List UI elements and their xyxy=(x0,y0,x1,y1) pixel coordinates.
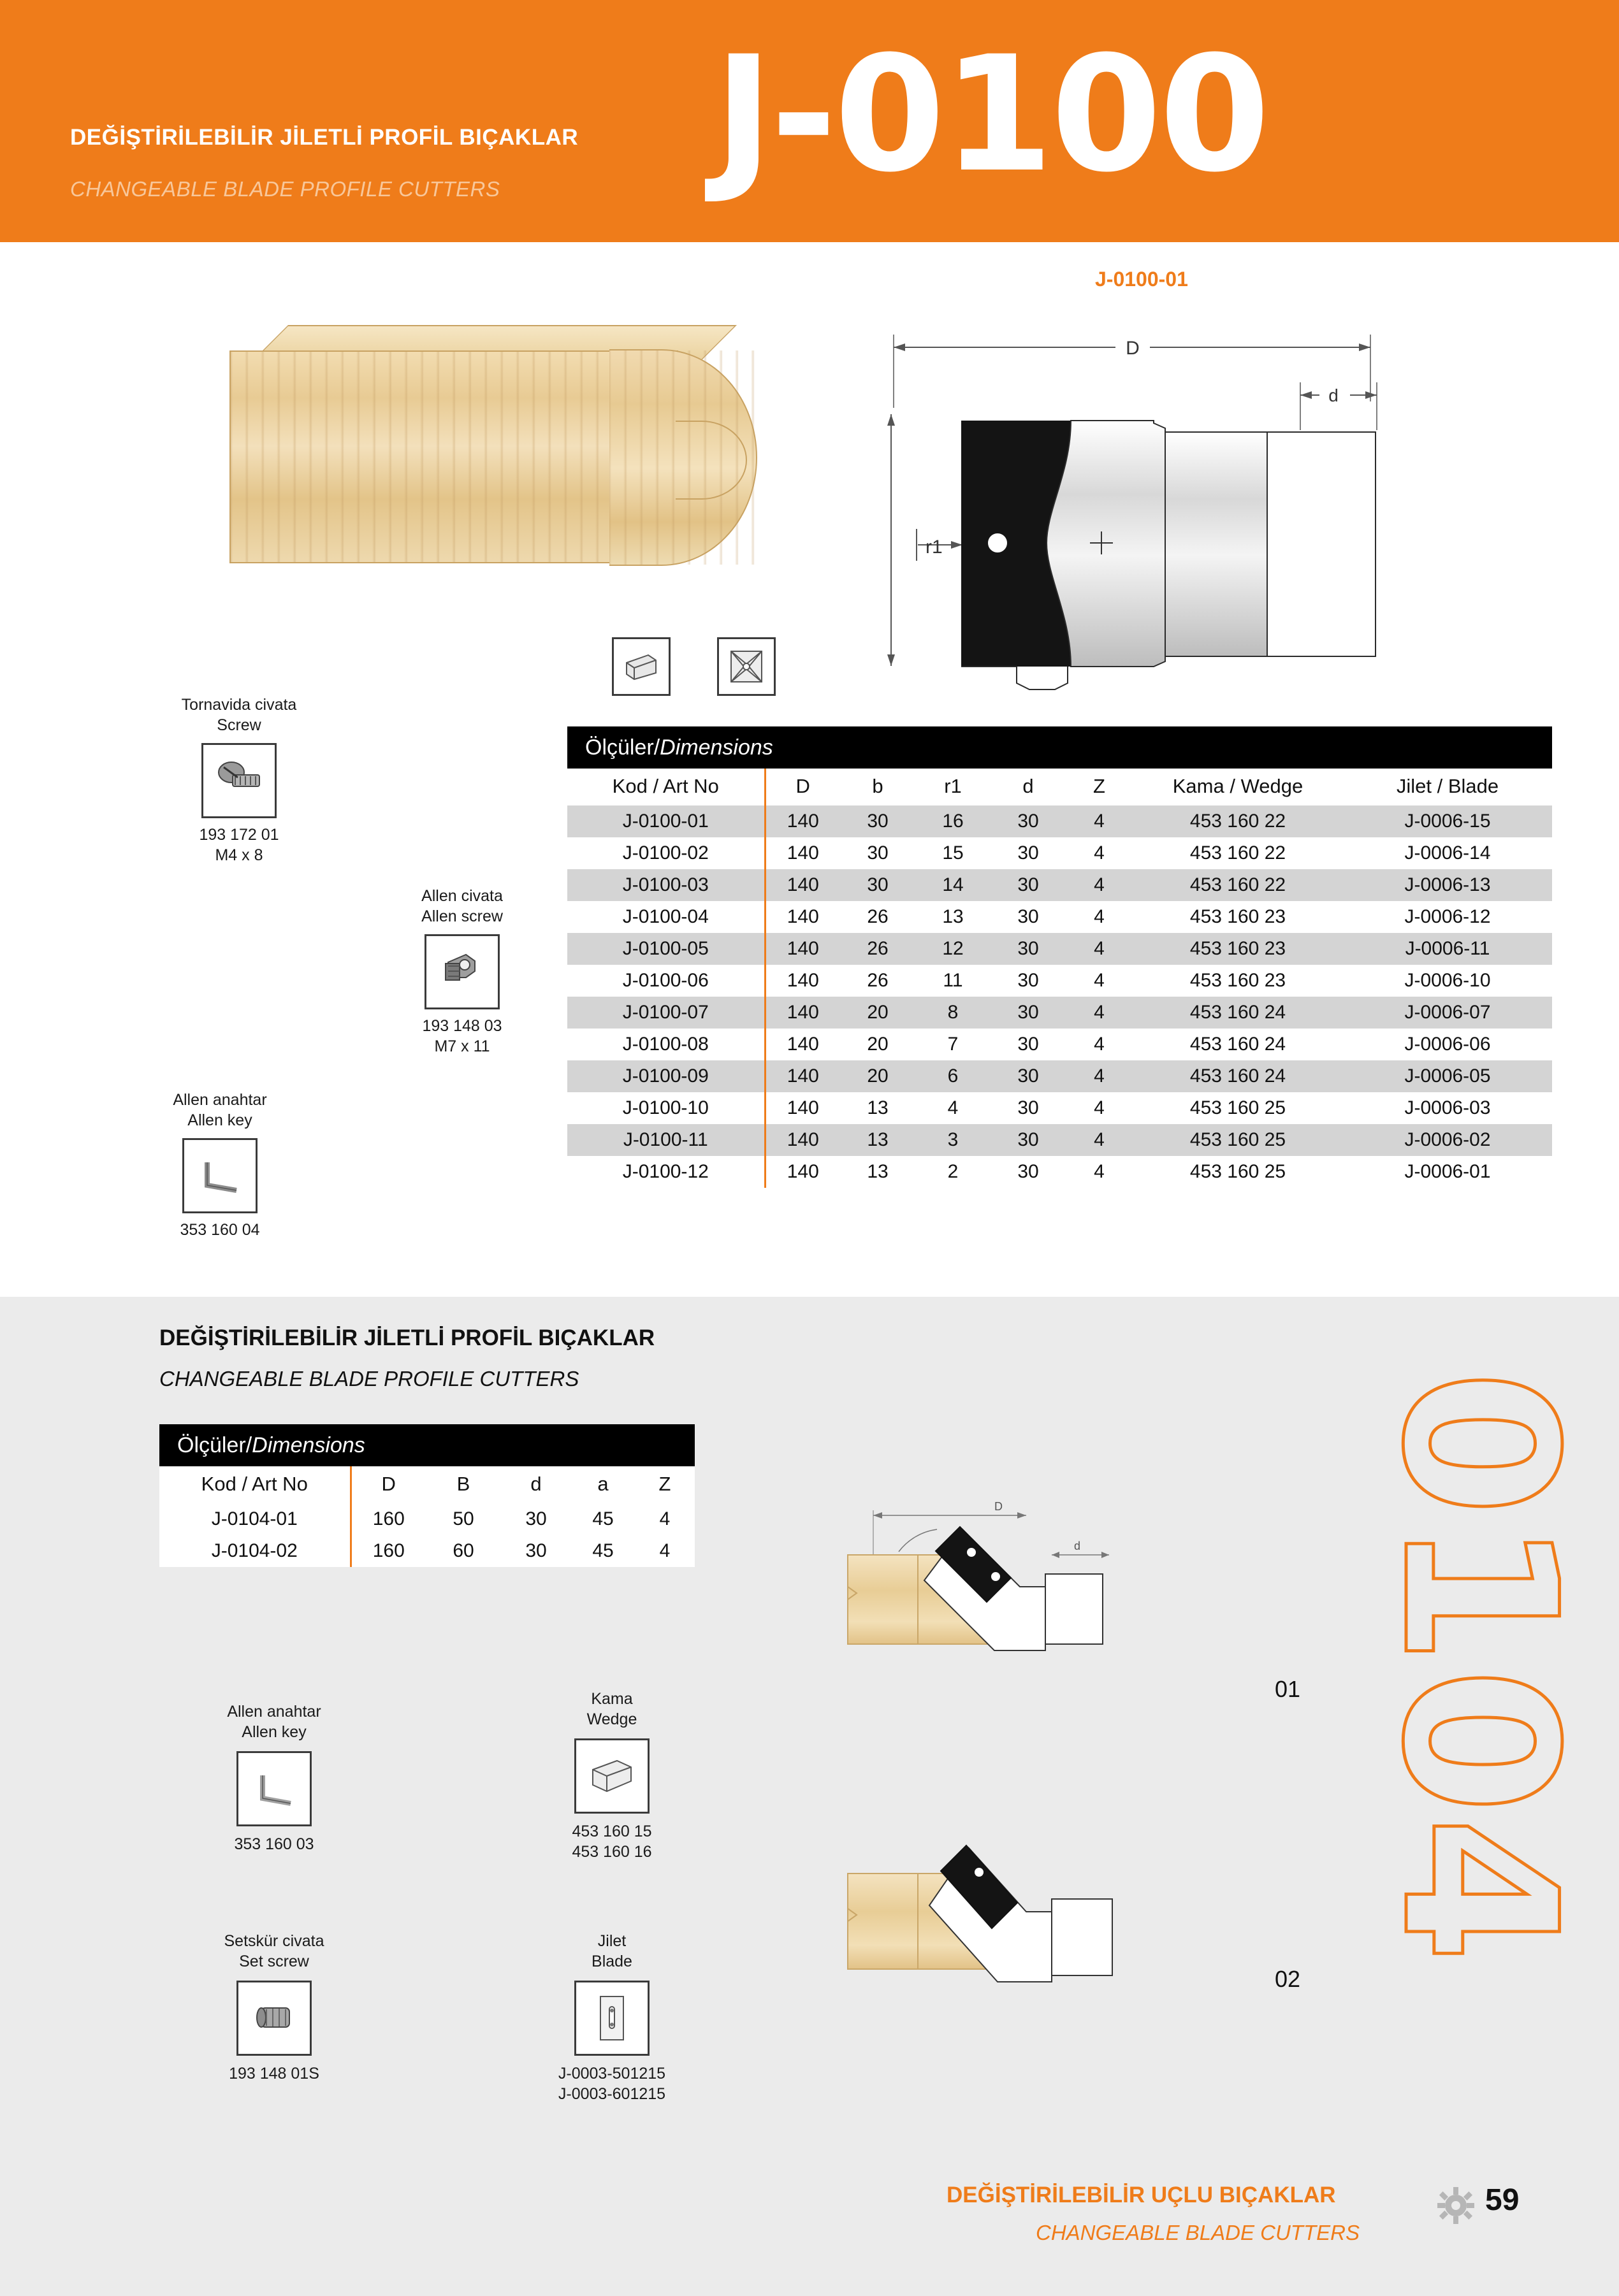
cell-D: 140 xyxy=(787,842,819,863)
cell-blade: J-0006-15 xyxy=(1343,805,1552,837)
cell-artno: J-0100-10 xyxy=(567,1092,765,1124)
cell-b: 30 xyxy=(840,869,915,901)
cell-d: 30 xyxy=(991,933,1066,965)
part-wedge xyxy=(529,1689,695,1862)
cell-wedge: 453 160 22 xyxy=(1133,869,1343,901)
cell-d: 30 xyxy=(991,1060,1066,1092)
col2-B: B xyxy=(456,1473,470,1495)
wedge-icon-box-2 xyxy=(574,1738,650,1814)
header-subcode: J-0100-01 xyxy=(1095,268,1188,291)
table-header-row xyxy=(159,1466,695,1503)
svg-text:D: D xyxy=(1126,338,1140,359)
cell-artno: J-0100-12 xyxy=(567,1156,765,1188)
cell-b: 20 xyxy=(840,1060,915,1092)
header-title-tr: DEĞİŞTİRİLEBİLİR JİLETLİ PROFİL BIÇAKLAR xyxy=(70,125,579,150)
cell-artno: J-0100-11 xyxy=(567,1124,765,1156)
allen-key-icon xyxy=(249,1766,300,1811)
cell-b: 26 xyxy=(867,906,889,927)
col-b: b xyxy=(872,775,883,797)
cell-blade: J-0006-11 xyxy=(1343,933,1552,965)
allen-key-icon xyxy=(194,1153,245,1198)
part2-blade-code-2: J-0003-601215 xyxy=(558,2085,666,2103)
section-divider xyxy=(0,1287,1619,1296)
header-product-code: J-0100 xyxy=(714,22,1268,207)
cell-b: 30 xyxy=(840,805,915,837)
caption2-sep: / xyxy=(245,1433,252,1457)
cutterhead-icon xyxy=(727,647,766,686)
cell-b: 26 xyxy=(840,933,915,965)
section2-big-code: 0104 xyxy=(1356,1370,1601,1966)
cell-r1: 14 xyxy=(915,869,991,901)
part2-set-screw-label-tr: Setskür civata xyxy=(224,1932,324,1950)
cell-r1: 3 xyxy=(915,1124,991,1156)
cell-r1: 15 xyxy=(942,842,964,863)
page-number: 59 xyxy=(1485,2183,1520,2217)
cell-d: 30 xyxy=(1017,970,1039,991)
cell-artno: J-0100-09 xyxy=(567,1060,765,1092)
cell-d: 30 xyxy=(525,1508,547,1529)
allen-screw-icon-box xyxy=(425,934,500,1009)
table-row xyxy=(567,1092,1552,1124)
drawing-variant-01 xyxy=(835,1491,1307,1733)
part-allen-screw-code: 193 148 03 xyxy=(422,1017,502,1035)
table-row xyxy=(567,1029,1552,1060)
table-row xyxy=(159,1535,695,1567)
col-wedge: Kama / Wedge xyxy=(1172,775,1303,797)
table-header-row xyxy=(567,769,1552,805)
cell-d: 30 xyxy=(991,1124,1066,1156)
wood-profile-illustration xyxy=(229,325,733,574)
cutter-technical-drawing xyxy=(880,319,1555,714)
cell-blade: J-0006-12 xyxy=(1404,906,1491,927)
cell-Z: 4 xyxy=(659,1508,671,1529)
footer-title-en: CHANGEABLE BLADE CUTTERS xyxy=(1036,2221,1360,2244)
part2-blade-code-1: J-0003-501215 xyxy=(558,2065,666,2083)
gear-icon-svg xyxy=(1437,2187,1474,2224)
cell-D: 160 xyxy=(372,1540,405,1561)
cell-D: 140 xyxy=(765,1060,840,1092)
caption-sep: / xyxy=(653,735,660,760)
cell-blade: J-0006-02 xyxy=(1343,1124,1552,1156)
svg-text:r1: r1 xyxy=(926,537,943,558)
part2-blade-label-tr: Jilet xyxy=(597,1932,627,1950)
variant-01-text: 01 xyxy=(1275,1676,1301,1702)
blade-icon-box xyxy=(574,1981,650,2056)
cell-wedge: 453 160 25 xyxy=(1189,1161,1286,1182)
part-allen-screw-label-tr: Allen civata xyxy=(421,887,503,905)
dimensions-table-2-caption xyxy=(159,1424,695,1466)
cell-d: 30 xyxy=(1017,1161,1039,1182)
cell-r1: 13 xyxy=(942,906,964,927)
table-row xyxy=(567,837,1552,869)
col-r1: r1 xyxy=(944,775,962,797)
cell-d: 30 xyxy=(991,997,1066,1029)
col2-artno: Kod / Art No xyxy=(159,1466,351,1503)
cell-b: 20 xyxy=(867,1034,889,1055)
col2-D: D xyxy=(381,1473,396,1495)
part-screw-code: 193 172 01 xyxy=(199,826,279,844)
cell-blade: J-0006-10 xyxy=(1404,970,1491,991)
cell-artno: J-0104-01 xyxy=(159,1503,351,1535)
screw-icon-box xyxy=(201,743,277,818)
wedge-icon-box xyxy=(612,637,671,696)
cell-D: 140 xyxy=(765,869,840,901)
cell-artno: J-0104-02 xyxy=(159,1535,351,1567)
cell-Z: 4 xyxy=(659,1540,671,1561)
col-artno: Kod / Art No xyxy=(567,769,765,805)
part2-wedge-code-2: 453 160 16 xyxy=(572,1843,652,1861)
cell-blade: J-0006-01 xyxy=(1404,1161,1491,1182)
part-screw-spec: M4 x 8 xyxy=(215,846,263,864)
cell-d: 30 xyxy=(525,1540,547,1561)
part-allen-key-2 xyxy=(191,1701,357,1854)
part-screw-label-tr: Tornavida civata xyxy=(181,696,297,714)
part2-set-screw-code: 193 148 01S xyxy=(229,2065,319,2083)
cell-wedge: 453 160 23 xyxy=(1133,933,1343,965)
gear-icon xyxy=(1437,2187,1474,2224)
part-screw-label-en: Screw xyxy=(217,716,261,734)
cutter-drawing-svg xyxy=(880,319,1555,714)
cell-blade: J-0006-05 xyxy=(1343,1060,1552,1092)
cell-B: 60 xyxy=(453,1540,474,1561)
col-blade: Jilet / Blade xyxy=(1396,775,1499,797)
cell-b: 30 xyxy=(867,842,889,863)
caption2-tr: Ölçüler xyxy=(177,1433,246,1457)
caption2-en: Dimensions xyxy=(252,1433,365,1457)
cell-wedge: 453 160 24 xyxy=(1133,1060,1343,1092)
set-screw-icon xyxy=(249,1998,300,2039)
part2-allen-key-label-tr: Allen anahtar xyxy=(227,1703,321,1721)
table-row xyxy=(567,805,1552,837)
screw-icon xyxy=(214,758,265,803)
cell-r1: 8 xyxy=(915,997,991,1029)
header-title-en: CHANGEABLE BLADE PROFILE CUTTERS xyxy=(70,177,500,201)
cell-r1: 6 xyxy=(915,1060,991,1092)
cell-D: 140 xyxy=(765,933,840,965)
variant-02-text: 02 xyxy=(1275,1966,1301,1992)
cell-D: 140 xyxy=(765,805,840,837)
cutterhead-icon-box xyxy=(717,637,776,696)
table-row xyxy=(567,869,1552,901)
variant-01-svg xyxy=(835,1491,1307,1733)
cell-wedge: 453 160 22 xyxy=(1133,805,1343,837)
part2-blade-label-en: Blade xyxy=(592,1953,632,1970)
part-allen-screw xyxy=(370,886,555,1057)
col-Z: Z xyxy=(1093,775,1105,797)
col-d: d xyxy=(1022,775,1034,797)
cell-D: 140 xyxy=(765,1124,840,1156)
part2-set-screw-label-en: Set screw xyxy=(239,1953,309,1970)
cell-Z: 4 xyxy=(1094,842,1105,863)
cell-Z: 4 xyxy=(1066,1060,1133,1092)
cell-d: 30 xyxy=(991,805,1066,837)
part-allen-key xyxy=(127,1090,312,1240)
cell-wedge: 453 160 25 xyxy=(1189,1097,1286,1118)
cell-artno: J-0100-08 xyxy=(567,1029,765,1060)
table-row xyxy=(567,965,1552,997)
allen-key-icon-box xyxy=(182,1138,258,1213)
cell-blade: J-0006-07 xyxy=(1343,997,1552,1029)
cell-Z: 4 xyxy=(1066,1124,1133,1156)
dimensions-table-1 xyxy=(567,726,1552,1188)
allen-screw-icon xyxy=(437,949,488,994)
table-row xyxy=(567,1156,1552,1188)
cell-wedge: 453 160 23 xyxy=(1189,970,1286,991)
cell-artno: J-0100-06 xyxy=(567,965,765,997)
dimensions-table-2 xyxy=(159,1424,695,1567)
caption-tr: Ölçüler xyxy=(585,735,654,760)
cell-artno: J-0100-02 xyxy=(567,837,765,869)
cell-blade: J-0006-06 xyxy=(1404,1034,1491,1055)
cell-blade: J-0006-03 xyxy=(1404,1097,1491,1118)
cell-d: 30 xyxy=(1017,1097,1039,1118)
cell-d: 30 xyxy=(1017,906,1039,927)
cell-B: 50 xyxy=(453,1508,474,1529)
drawing-variant-02 xyxy=(835,1823,1307,2065)
part2-wedge-label-tr: Kama xyxy=(591,1690,633,1708)
cell-blade: J-0006-14 xyxy=(1404,842,1491,863)
cell-Z: 4 xyxy=(1094,906,1105,927)
svg-text:d: d xyxy=(1328,386,1339,405)
blade-icon xyxy=(593,1993,631,2044)
cell-Z: 4 xyxy=(1094,970,1105,991)
cell-artno: J-0100-03 xyxy=(567,869,765,901)
cell-artno: J-0100-07 xyxy=(567,997,765,1029)
wedge-icon xyxy=(623,651,660,682)
table-row xyxy=(567,1124,1552,1156)
col2-Z: Z xyxy=(658,1473,671,1495)
cell-artno: J-0100-04 xyxy=(567,901,765,933)
wedge-icon xyxy=(586,1756,637,1796)
part-set-screw xyxy=(191,1931,357,2084)
section2-title-en: CHANGEABLE BLADE PROFILE CUTTERS xyxy=(159,1367,579,1390)
part-blade xyxy=(529,1931,695,2104)
cell-Z: 4 xyxy=(1066,997,1133,1029)
part2-allen-key-code: 353 160 03 xyxy=(234,1835,314,1853)
cell-r1: 4 xyxy=(947,1097,959,1118)
table-row xyxy=(567,1060,1552,1092)
col2-d: d xyxy=(530,1473,542,1495)
cell-b: 13 xyxy=(867,1161,889,1182)
cell-Z: 4 xyxy=(1094,1034,1105,1055)
cell-Z: 4 xyxy=(1094,1161,1105,1182)
svg-text:D: D xyxy=(994,1500,1003,1513)
cell-blade: J-0006-13 xyxy=(1343,869,1552,901)
cell-a: 45 xyxy=(592,1508,614,1529)
dimensions-table-1-grid xyxy=(567,769,1552,1188)
cell-b: 13 xyxy=(840,1124,915,1156)
part2-allen-key-label-en: Allen key xyxy=(242,1723,307,1741)
cell-r1: 2 xyxy=(947,1161,959,1182)
cell-wedge: 453 160 24 xyxy=(1189,1034,1286,1055)
cell-r1: 12 xyxy=(915,933,991,965)
part-allen-key-label-tr: Allen anahtar xyxy=(173,1091,267,1109)
cell-D: 140 xyxy=(787,1161,819,1182)
caption-en: Dimensions xyxy=(660,735,773,760)
cell-wedge: 453 160 24 xyxy=(1133,997,1343,1029)
col-D: D xyxy=(795,775,810,797)
table-row xyxy=(567,933,1552,965)
svg-text:d: d xyxy=(1073,1540,1081,1552)
footer-title-tr: DEĞİŞTİRİLEBİLİR UÇLU BIÇAKLAR xyxy=(947,2183,1336,2207)
cell-D: 140 xyxy=(787,970,819,991)
cell-D: 140 xyxy=(787,1034,819,1055)
cell-b: 13 xyxy=(867,1097,889,1118)
cell-D: 160 xyxy=(372,1508,405,1529)
cell-b: 20 xyxy=(840,997,915,1029)
table-row xyxy=(567,901,1552,933)
cell-Z: 4 xyxy=(1094,1097,1105,1118)
cell-wedge: 453 160 23 xyxy=(1189,906,1286,927)
set-screw-icon-box xyxy=(236,1981,312,2056)
cell-D: 140 xyxy=(765,997,840,1029)
cell-artno: J-0100-01 xyxy=(567,805,765,837)
part2-wedge-label-en: Wedge xyxy=(586,1710,637,1728)
cell-Z: 4 xyxy=(1066,869,1133,901)
part-allen-screw-spec: M7 x 11 xyxy=(434,1037,490,1055)
cell-wedge: 453 160 22 xyxy=(1189,842,1286,863)
cell-D: 140 xyxy=(787,906,819,927)
cell-a: 45 xyxy=(592,1540,614,1561)
cell-d: 30 xyxy=(991,869,1066,901)
cell-r1: 11 xyxy=(943,970,963,991)
cell-wedge: 453 160 25 xyxy=(1133,1124,1343,1156)
section2-title-tr: DEĞİŞTİRİLEBİLİR JİLETLİ PROFİL BIÇAKLAR xyxy=(159,1325,655,1350)
col2-a: a xyxy=(597,1473,609,1495)
cell-d: 30 xyxy=(1017,1034,1039,1055)
allen-key-icon-box-2 xyxy=(236,1751,312,1826)
part-allen-screw-label-en: Allen screw xyxy=(421,907,503,925)
cell-r1: 16 xyxy=(915,805,991,837)
part-allen-key-label-en: Allen key xyxy=(187,1111,252,1129)
cell-artno: J-0100-05 xyxy=(567,933,765,965)
variant-01-label xyxy=(1275,1676,1300,1703)
part-allen-key-code: 353 160 04 xyxy=(180,1221,260,1239)
part2-wedge-code-1: 453 160 15 xyxy=(572,1823,652,1840)
cell-Z: 4 xyxy=(1066,933,1133,965)
table-row xyxy=(159,1503,695,1535)
dimensions-table-2-grid xyxy=(159,1466,695,1567)
cell-Z: 4 xyxy=(1066,805,1133,837)
table-row xyxy=(567,997,1552,1029)
dimensions-table-1-caption xyxy=(567,726,1552,769)
variant-02-svg xyxy=(835,1823,1307,2065)
cell-r1: 7 xyxy=(947,1034,959,1055)
cell-b: 26 xyxy=(867,970,889,991)
cell-D: 140 xyxy=(787,1097,819,1118)
cell-d: 30 xyxy=(1017,842,1039,863)
variant-02-label xyxy=(1275,1966,1300,1993)
part-screw xyxy=(147,695,331,865)
